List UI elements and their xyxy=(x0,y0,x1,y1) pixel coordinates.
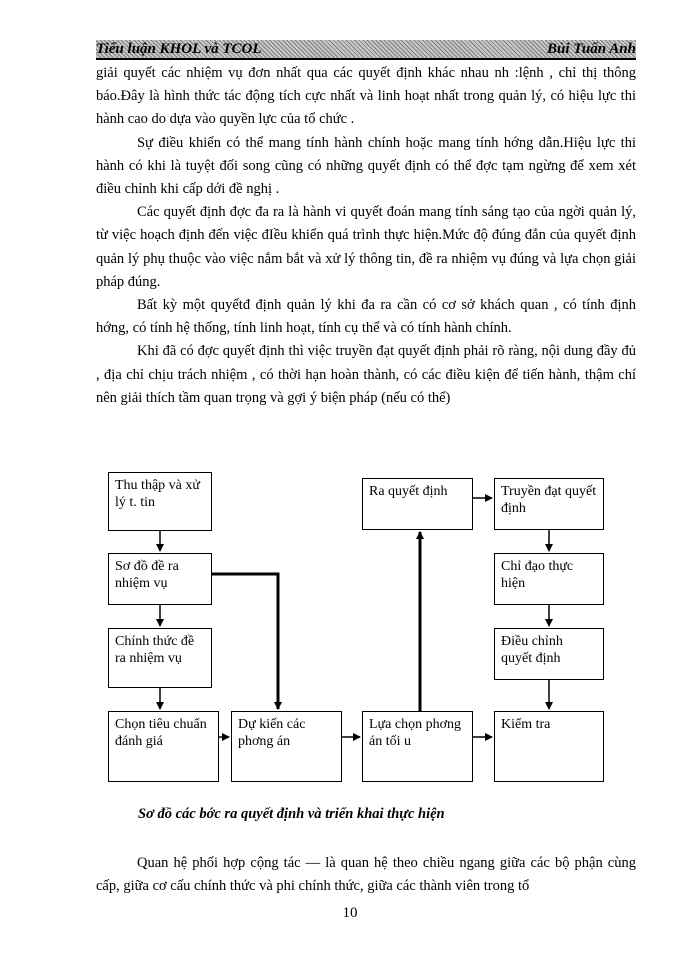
body-text xyxy=(96,62,636,410)
paragraph-2: Sự điều khiển có thể mang tính hành chính hoặc mang tính hớng dẫn.Hiệu lực thi hành có khi là tuyệt đối song cũng có những quyết định có thể đợc tạm ngừng để xem xét điều chỉnh khi cấp dới đề nghị . xyxy=(96,134,636,198)
page-header xyxy=(96,40,636,60)
box-task-plan: Sơ đồ đề ra nhiệm vụ xyxy=(108,553,212,605)
paragraph-4: Bất kỳ một quyếtđ định quản lý khi đa ra cần có cơ sở khách quan , có tính định hớng, có tính hệ thống, tính linh hoạt, tính cụ thể và có tính hành chính. xyxy=(96,297,636,337)
box-direct-implementation: Chỉ đạo thực hiện xyxy=(494,553,604,605)
box-transmit-decision: Truyền đạt quyết định xyxy=(494,478,604,530)
box-make-decision: Ra quyết định xyxy=(362,478,473,530)
bottom-text xyxy=(96,852,636,898)
paragraph-1: giải quyết các nhiệm vụ đơn nhất qua các quyết định khác nhau nh :lệnh , chỉ thị thông báo.Đây là hình thức tác động tích cực nhất và linh hoạt nhất trong quản lý, có hiệu lực thi hành cao do dựa vào quyền lực của tổ chức . xyxy=(96,65,636,128)
paragraph-3: Các quyết định đợc đa ra là hành vi quyết đoán mang tính sáng tạo của ngời quản lý, từ việc hoạch định đến việc đIều khiển quá trình thực hiện.Mức độ đúng đắn của quyết định quản lý phụ thuộc vào việc nắm bắt và xử lý thông tin, đề ra nhiệm vụ đúng và lựa chọn giải pháp đúng. xyxy=(96,204,636,290)
paragraph-6: Quan hệ phối hợp cộng tác — là quan hệ theo chiều ngang giữa các bộ phận cùng cấp, giữa cơ cấu chính thức và phi chính thức, giữa các thành viên trong tổ xyxy=(96,855,636,895)
box-check: Kiểm tra xyxy=(494,711,604,782)
arrow-plan-to-options xyxy=(212,574,278,709)
box-adjust-decision: Điều chỉnh quyết định xyxy=(494,628,604,680)
header-title: Tiểu luận KHOL và TCOL xyxy=(96,41,262,57)
box-formal-task: Chính thức đề ra nhiệm vụ xyxy=(108,628,212,688)
header-author: Bùi Tuấn Anh xyxy=(547,41,636,57)
box-criteria: Chọn tiêu chuẩn đánh giá xyxy=(108,711,219,782)
box-choose-best: Lựa chọn phơng án tối u xyxy=(362,711,473,782)
box-options: Dự kiến các phơng án xyxy=(231,711,342,782)
paragraph-5: Khi đã có đợc quyết định thì việc truyền đạt quyết định phải rõ ràng, nội dung đầy đủ , địa chỉ chịu trách nhiệm , có thời hạn hoàn thành, có các điều kiện để tiến hành, thậm chí nên giải thích tầm quan trọng và gợi ý biện pháp (nếu có thể) xyxy=(96,343,636,406)
page-number: 10 xyxy=(342,905,358,921)
diagram-caption: Sơ đồ các bớc ra quyết định và triển khai thực hiện xyxy=(138,806,445,822)
box-collect-info: Thu thập và xử lý t. tin xyxy=(108,472,212,531)
